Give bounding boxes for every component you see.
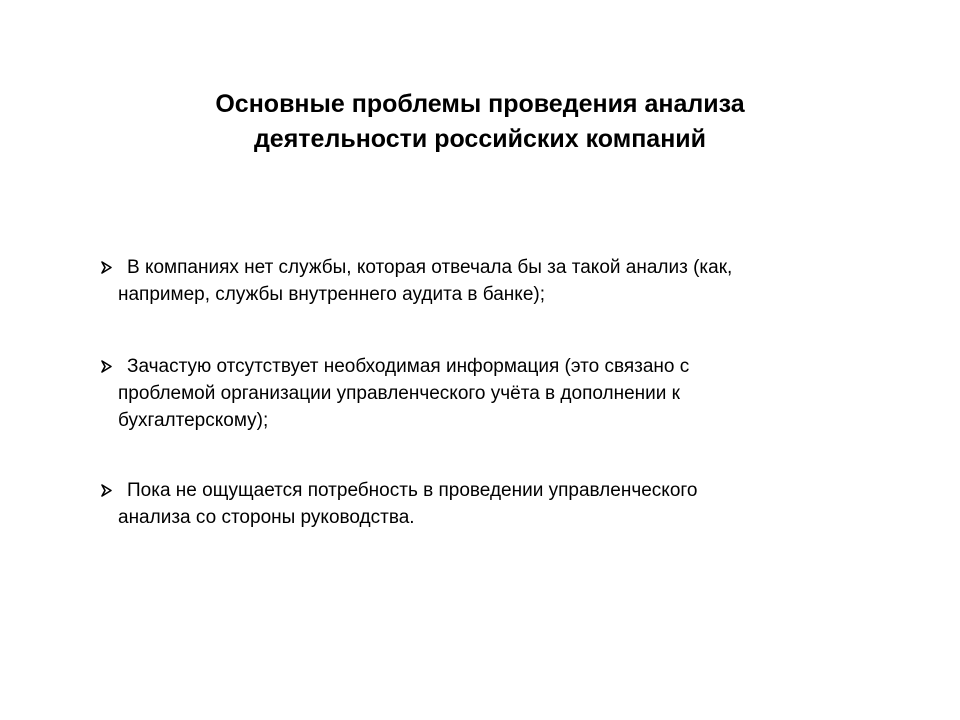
- bullet-text-line: В компаниях нет службы, которая отвечала бы за такой анализ (как,: [127, 257, 733, 278]
- bullet-list: [100, 254, 900, 576]
- slide-title: [80, 87, 880, 157]
- slide-title-line-2: деятельности российских компаний: [253, 125, 707, 153]
- bullet-text-line: анализа со стороны руководства.: [118, 507, 415, 528]
- bullet-text-line: бухгалтерскому);: [118, 410, 269, 431]
- arrowhead-bullet-icon: [100, 477, 118, 504]
- bullet-text-line: например, службы внутреннего аудита в банке);: [118, 284, 545, 305]
- arrowhead-bullet-icon: [100, 353, 118, 380]
- bullet-text-line: проблемой организации управленческого учёта в дополнении к: [118, 383, 680, 404]
- bullet-text: [118, 254, 900, 308]
- bullet-item: [100, 353, 900, 434]
- arrowhead-bullet-icon: [100, 254, 118, 281]
- bullet-text-line: Пока не ощущается потребность в проведении управленческого: [127, 480, 698, 501]
- bullet-text: [118, 353, 900, 434]
- slide-title-line-1: Основные проблемы проведения анализа: [215, 90, 745, 118]
- bullet-item: [100, 477, 900, 531]
- bullet-item: [100, 254, 900, 308]
- bullet-text-line: Зачастую отсутствует необходимая информация (это связано с: [127, 356, 690, 377]
- bullet-text: [118, 477, 900, 531]
